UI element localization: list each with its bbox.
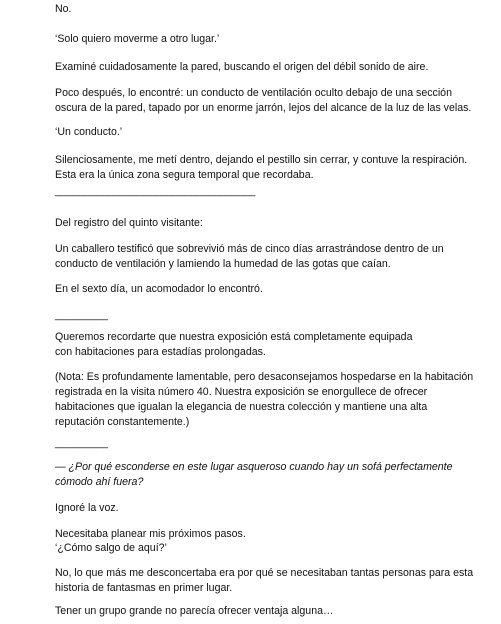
paragraph: ‘¿Cómo salgo de aquí?’ (55, 542, 167, 554)
paragraph: Poco después, lo encontré: un conducto de ventilación oculto debajo de una sección oscura de la pared, tapado por un enorme jarrón, lejos del alcance de la luz de las velas. (55, 87, 472, 114)
paragraph: Tener un grupo grande no parecía ofrecer ventaja alguna… (55, 605, 334, 617)
paragraph: No, lo que más me desconcertaba era por qué se necesitaban tantas personas para esta historia de fantasmas en primer lugar. (55, 567, 474, 594)
paragraph: Examiné cuidadosamente la pared, buscando el origen del débil sonido de aire. (55, 61, 429, 73)
section-divider: _________ (55, 309, 109, 321)
paragraph: Necesitaba planear mis próximos pasos. (55, 528, 246, 540)
paragraph: Silenciosamente, me metí dentro, dejando el pestillo sin cerrar, y contuve la respiración. Esta era la única zona segura temporal que recordaba. (55, 154, 468, 181)
section-divider: _________ (55, 437, 109, 449)
paragraph: Un caballero testificó que sobrevivió más de cinco días arrastrándose dentro de un conducto de ventilación y lamiendo la humedad de las gotas que caían. (55, 243, 444, 270)
paragraph: (Nota: Es profundamente lamentable, pero desaconsejamos hospedarse en la habitación registrada en la visita número 40. Nuestra exposición se enorgullece de ofrecer habitaciones que igualan la elegancia de nuestra colección y mantiene una alta reputación constantemente.) (55, 371, 474, 428)
paragraph: Queremos recordarte que nuestra exposición está completamente equipada con habitaciones para estadías prolongadas. (55, 331, 413, 358)
paragraph: En el sexto día, un acomodador lo encontró. (55, 283, 263, 295)
paragraph: Ignoré la voz. (55, 502, 119, 514)
section-divider: __________________________________ (55, 185, 256, 197)
paragraph: — ¿Por qué esconderse en este lugar asqueroso cuando hay un sofá perfectamente cómodo ahí fuera? (55, 461, 453, 488)
paragraph: ‘Un conducto.’ (55, 126, 123, 138)
paragraph: Del registro del quinto visitante: (55, 217, 203, 229)
paragraph: ‘Solo quiero moverme a otro lugar.’ (55, 33, 220, 45)
paragraph: No. (55, 3, 72, 15)
